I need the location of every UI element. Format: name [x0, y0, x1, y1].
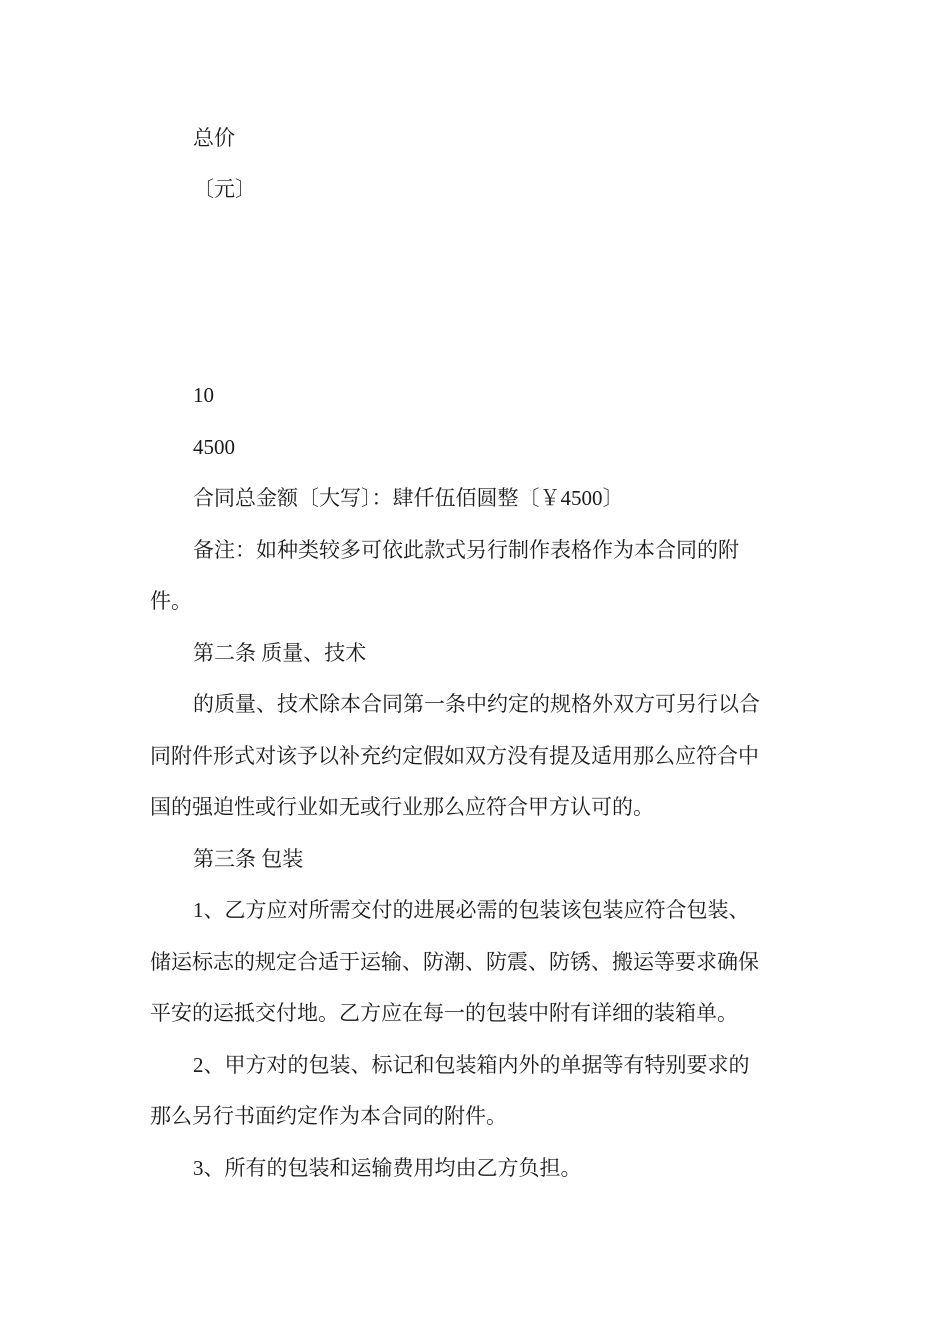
article-3-item-2-line-1: 2、甲方对的包装、标记和包装箱内外的单据等有特别要求的: [193, 1053, 750, 1077]
article-2-heading: 第二条 质量、技术: [193, 641, 367, 665]
article-3-item-1-line-3: 平安的运抵交付地。乙方应在每一的包装中附有详细的装箱单。: [150, 1001, 738, 1025]
table-cell-quantity: 10: [193, 383, 214, 407]
article-2-line-1: 的质量、技术除本合同第一条中约定的规格外双方可另行以合: [193, 692, 760, 716]
table-cell-total: 4500: [193, 435, 235, 459]
table-header-unit: 〔元〕: [193, 177, 256, 201]
article-3-item-3-line-1: 3、所有的包装和运输费用均由乙方负担。: [193, 1156, 582, 1180]
table-header-total-price: 总价: [193, 126, 235, 150]
article-3-heading: 第三条 包装: [193, 847, 304, 871]
article-3-item-1-line-1: 1、乙方应对所需交付的进展必需的包装该包装应符合包装、: [193, 898, 750, 922]
article-2-line-2: 同附件形式对该予以补充约定假如双方没有提及适用那么应符合中: [150, 744, 759, 768]
contract-total-amount: 合同总金额〔大写〕：肆仟伍佰圆整〔￥4500〕: [193, 486, 624, 510]
article-3-item-2-line-2: 那么另行书面约定作为本合同的附件。: [150, 1104, 507, 1128]
remark-line-1: 备注：如种类较多可依此款式另行制作表格作为本合同的附: [193, 538, 739, 562]
remark-line-2: 件。: [150, 589, 192, 613]
article-2-line-3: 国的强迫性或行业如无或行业那么应符合甲方认可的。: [150, 795, 654, 819]
article-3-item-1-line-2: 储运标志的规定合适于运输、防潮、防震、防锈、搬运等要求确保: [150, 950, 759, 974]
